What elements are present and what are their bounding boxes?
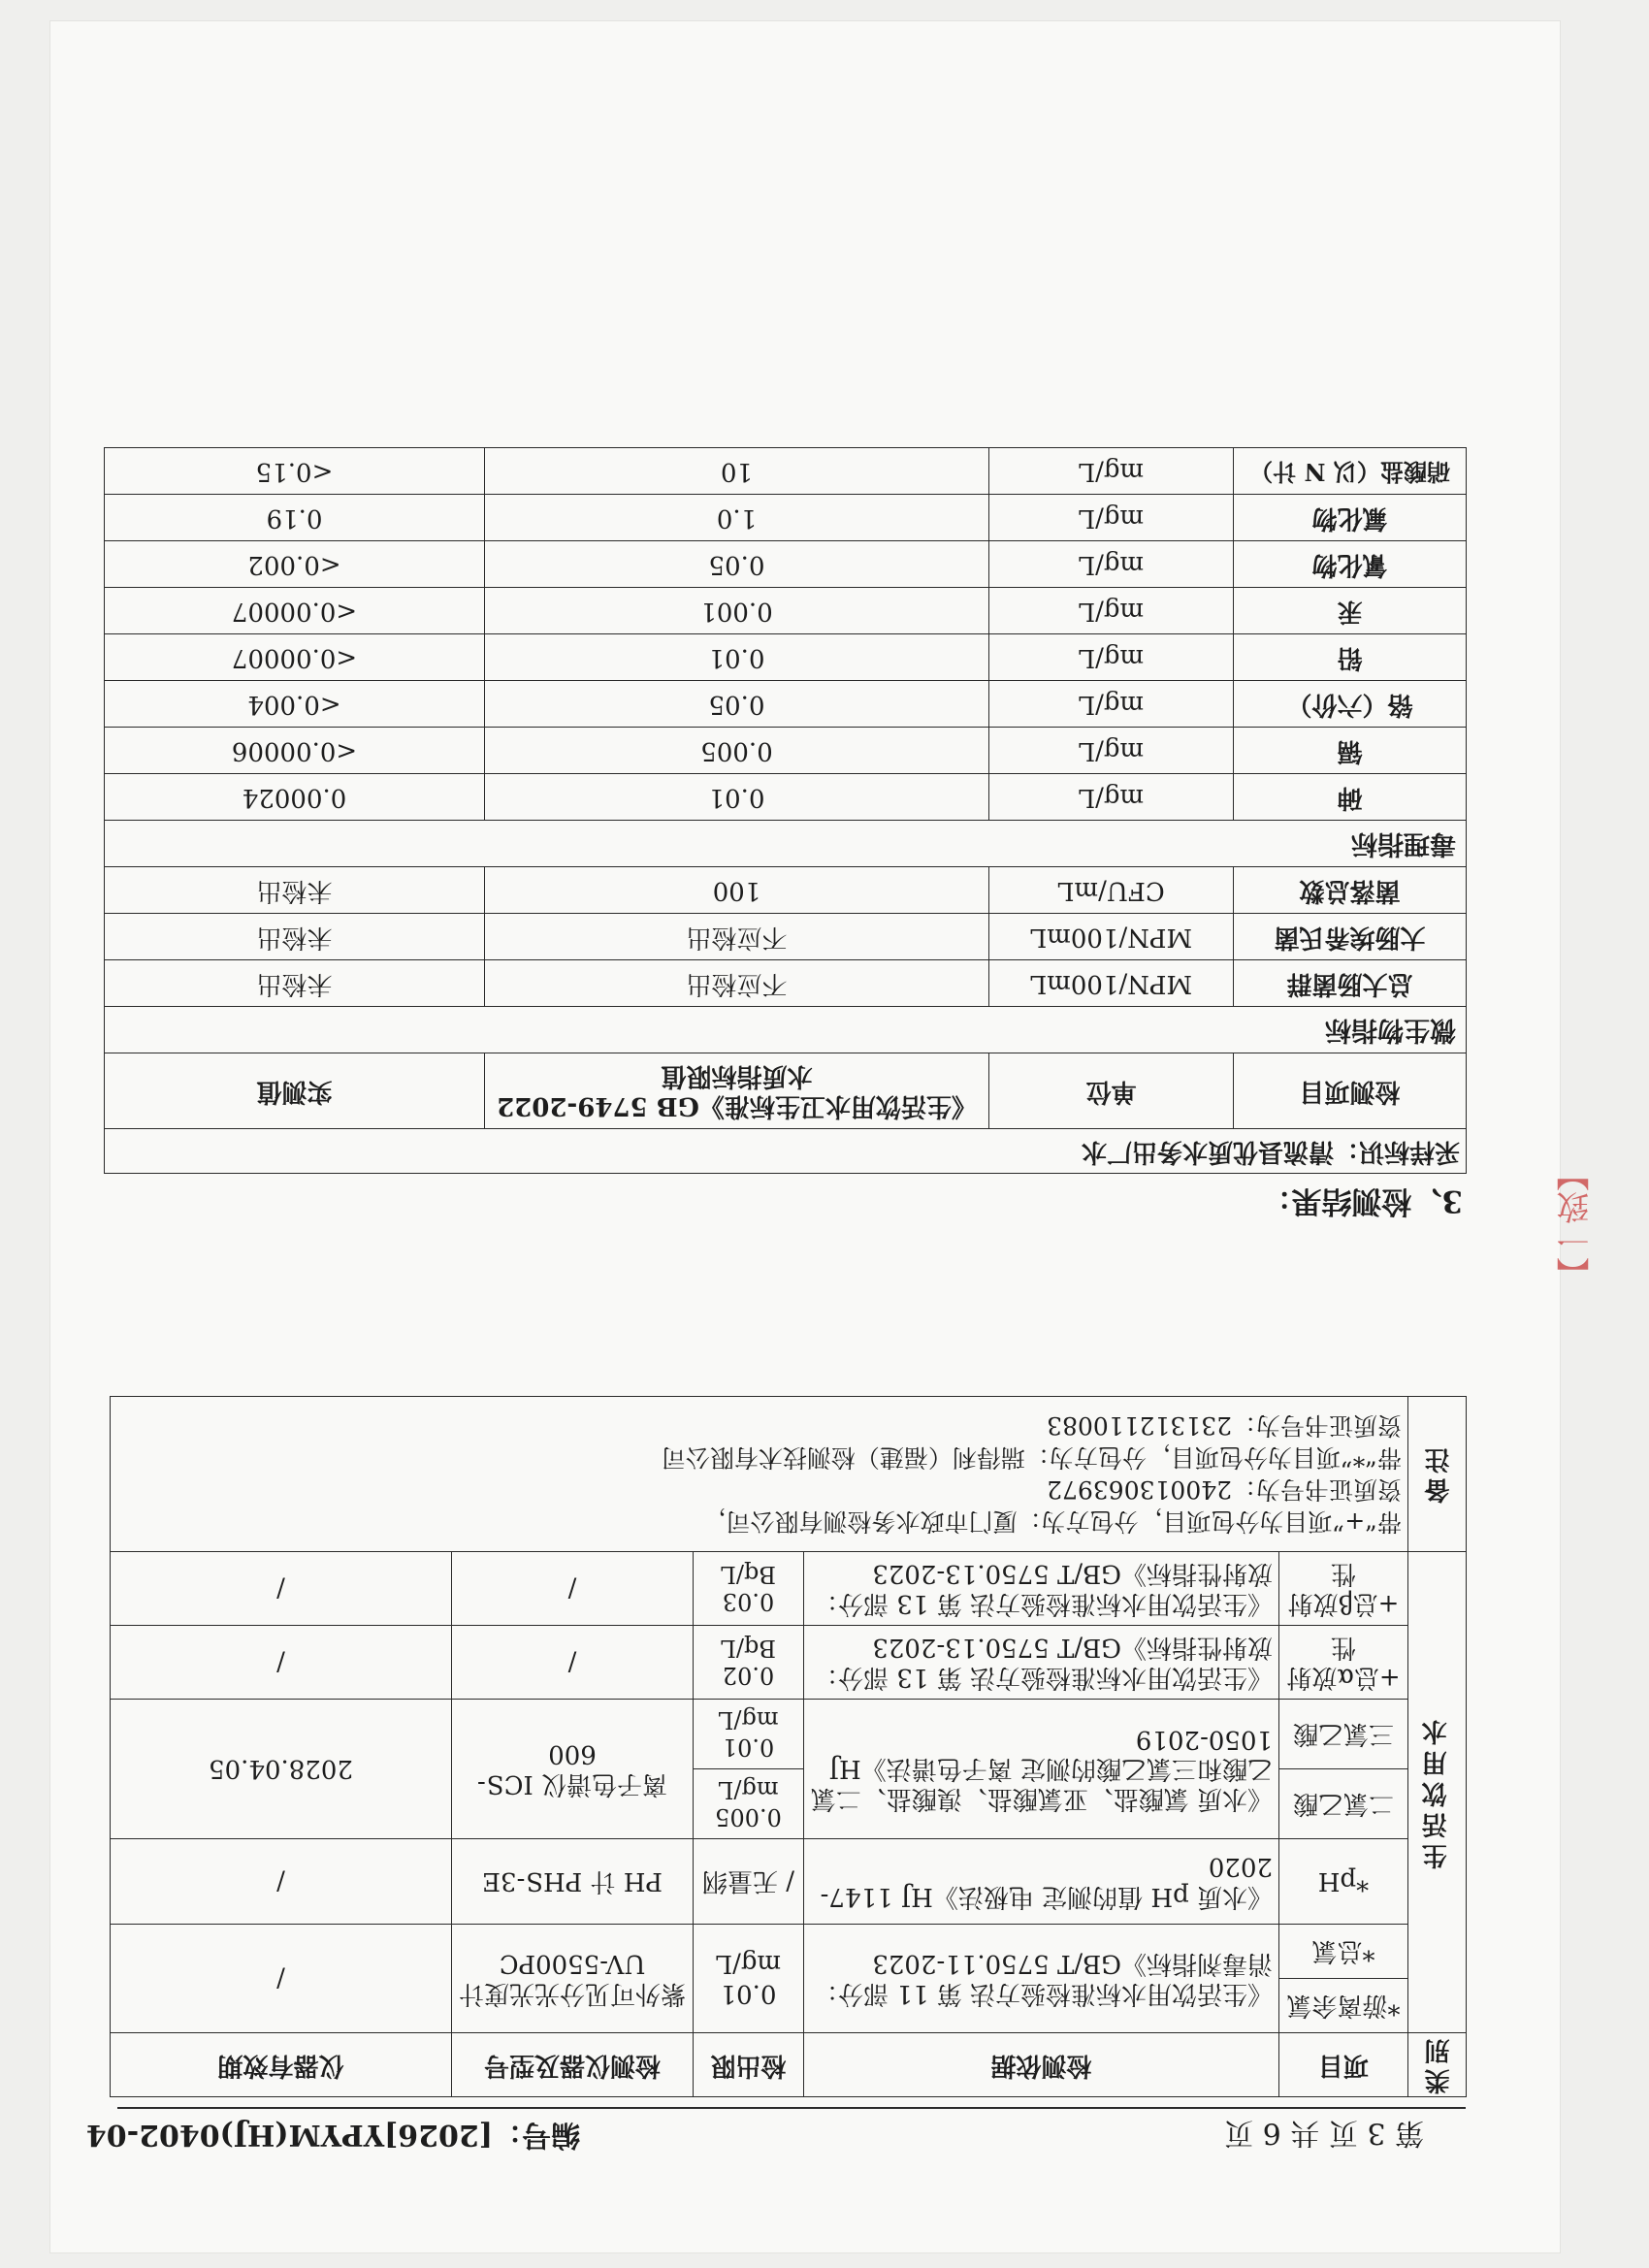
limit-cell: 0.03 Bq/L — [694, 1551, 804, 1625]
unit-cell: mg/L — [989, 728, 1234, 774]
limit-cell: 不应检出 — [485, 914, 989, 960]
item-cell: 砷 — [1234, 774, 1467, 821]
table-row — [104, 448, 1466, 495]
table-row — [104, 774, 1466, 821]
table-row — [104, 588, 1466, 634]
limit-cell: 0.01 — [485, 634, 989, 681]
basis-cell: 《水质 氯酸盐、亚氯酸盐、溴酸盐、二氯乙酸和三氯乙酸的测定 离子色谱法》HJ 1050-2019 — [804, 1699, 1279, 1838]
item-cell: +总α放射性 — [1279, 1625, 1408, 1699]
valid-cell: 2028.04.05 — [111, 1699, 452, 1838]
table-row — [104, 681, 1466, 728]
unit-cell: mg/L — [989, 541, 1234, 588]
col-header: 类别 — [1408, 2032, 1467, 2096]
valid-cell: / — [111, 1838, 452, 1924]
remarks-row — [111, 1396, 1467, 1551]
table-row — [111, 1768, 1467, 1838]
table-row — [111, 1838, 1467, 1924]
remark-label: 备注 — [1408, 1396, 1467, 1551]
limit-cell: 0.02 Bq/L — [694, 1625, 804, 1699]
instrument-cell: 离子色谱仪 ICS-600 — [452, 1699, 694, 1838]
table-row — [111, 1625, 1467, 1699]
table-row — [111, 1551, 1467, 1625]
item-cell: 镉 — [1234, 728, 1467, 774]
value-cell: <0.00007 — [104, 588, 484, 634]
limit-cell: 0.005 — [485, 728, 989, 774]
instrument-cell: 紫外可见分光光度计 UV-5500PC — [452, 1924, 694, 2032]
remark-line: 资质证书号为：231312110083 — [1047, 1411, 1402, 1441]
item-cell: 铅 — [1234, 634, 1467, 681]
value-cell: 0.00024 — [104, 774, 484, 821]
table-row — [104, 867, 1466, 914]
table-row — [104, 914, 1466, 960]
limit-cell: 10 — [485, 448, 989, 495]
value-cell: <0.00007 — [104, 634, 484, 681]
category-cell: 生活饮用水 — [1408, 1551, 1467, 2032]
item-cell: 大肠埃希氏菌 — [1234, 914, 1467, 960]
instrument-cell: PH 计 PHS-3E — [452, 1838, 694, 1924]
col-header: 检测依据 — [804, 2032, 1279, 2096]
report-number: 编号：[2026]YPYM(HJ)0402-04 — [85, 2118, 580, 2152]
red-stamp-mark: 【一致】 — [1557, 1158, 1596, 1290]
scanned-page — [50, 21, 1560, 2252]
basis-cell: 《水质 pH 值的测定 电极法》HJ 1147-2020 — [804, 1838, 1279, 1924]
section-title: 3、检测结果： — [1261, 1183, 1463, 1218]
sample-label: 采样标识：清流县优质水务出厂水 — [104, 1129, 1466, 1174]
col-header: 检测项目 — [1234, 1053, 1467, 1129]
value-cell: 未检出 — [104, 960, 484, 1007]
table-row — [111, 1978, 1467, 2032]
limit-cell: 0.005 mg/L — [694, 1768, 804, 1838]
col-header: 仪器有效期 — [111, 2032, 452, 2096]
col-header: 实测值 — [104, 1053, 484, 1129]
remark-line: 带“*”项目为分包项目，分包方为：瑞得利（福建）检测技术有限公司 — [661, 1443, 1402, 1473]
unit-cell: mg/L — [989, 681, 1234, 728]
remark-line: 资质证书号为：240013063972 — [1047, 1475, 1402, 1505]
instrument-cell: / — [452, 1625, 694, 1699]
col-header: 《生活饮用水卫生标准》GB 5749-2022 水质指标限值 — [485, 1053, 989, 1129]
col-header: 检测仪器及型号 — [452, 2032, 694, 2096]
group-title: 微生物指标 — [104, 1007, 1466, 1053]
unit-cell: mg/L — [989, 495, 1234, 541]
results-header-row — [104, 1053, 1466, 1129]
limit-cell: 0.05 — [485, 681, 989, 728]
results-table — [104, 447, 1467, 1174]
unit-cell: CFU/mL — [989, 867, 1234, 914]
limit-cell: 0.01 mg/L — [694, 1924, 804, 2032]
group-title: 毒理指标 — [104, 821, 1466, 867]
item-cell: 硝酸盐（以 N 计） — [1234, 448, 1467, 495]
table-row — [104, 728, 1466, 774]
item-cell: 铬（六价） — [1234, 681, 1467, 728]
col-header: 检出限 — [694, 2032, 804, 2096]
unit-cell: mg/L — [989, 634, 1234, 681]
unit-cell: mg/L — [989, 588, 1234, 634]
item-cell: +总β放射性 — [1279, 1551, 1408, 1625]
table-row — [104, 495, 1466, 541]
unit-cell: MPN/100mL — [989, 960, 1234, 1007]
limit-cell: 0.05 — [485, 541, 989, 588]
table-row — [104, 541, 1466, 588]
item-cell: *pH — [1279, 1838, 1408, 1924]
limit-cell: 0.01 mg/L — [694, 1699, 804, 1768]
methods-table — [110, 1396, 1467, 2097]
limit-cell: 1.0 — [485, 495, 989, 541]
item-cell: 氰化物 — [1234, 541, 1467, 588]
header-rule — [117, 2107, 1466, 2109]
limit-cell: / 无量纲 — [694, 1838, 804, 1924]
value-cell: <0.00006 — [104, 728, 484, 774]
value-cell: <0.004 — [104, 681, 484, 728]
value-cell: 未检出 — [104, 867, 484, 914]
item-cell: 氟化物 — [1234, 495, 1467, 541]
item-cell: *游离余氯 — [1279, 1978, 1408, 2032]
item-cell: 汞 — [1234, 588, 1467, 634]
valid-cell: / — [111, 1551, 452, 1625]
limit-cell: 不应检出 — [485, 960, 989, 1007]
value-cell: <0.15 — [104, 448, 484, 495]
limit-cell: 0.01 — [485, 774, 989, 821]
basis-cell: 《生活饮用水标准检验方法 第 13 部分：放射性指标》GB/T 5750.13-2023 — [804, 1551, 1279, 1625]
value-cell: <0.002 — [104, 541, 484, 588]
rotated-page-content — [50, 21, 1560, 2252]
unit-cell: MPN/100mL — [989, 914, 1234, 960]
valid-cell: / — [111, 1625, 452, 1699]
item-cell: 总大肠菌群 — [1234, 960, 1467, 1007]
item-cell: 二氯乙酸 — [1279, 1768, 1408, 1838]
table-row — [104, 634, 1466, 681]
table-row — [104, 960, 1466, 1007]
page-info: 第 3 页 共 6 页 — [1224, 2116, 1424, 2150]
remark-line: 带“+”项目为分包项目，分包方为：厦门市政水务检测有限公司， — [701, 1507, 1402, 1537]
item-cell: 菌落总数 — [1234, 867, 1467, 914]
instrument-cell: / — [452, 1551, 694, 1625]
basis-cell: 《生活饮用水标准检验方法 第 11 部分：消毒剂指标》GB/T 5750.11-2023 — [804, 1924, 1279, 2032]
limit-cell: 100 — [485, 867, 989, 914]
item-cell: *总氯 — [1279, 1924, 1408, 1978]
col-header: 单位 — [989, 1053, 1234, 1129]
unit-cell: mg/L — [989, 774, 1234, 821]
value-cell: 0.19 — [104, 495, 484, 541]
col-header: 项目 — [1279, 2032, 1408, 2096]
item-cell: 三氯乙酸 — [1279, 1699, 1408, 1768]
sample-row — [104, 1129, 1466, 1174]
value-cell: 未检出 — [104, 914, 484, 960]
basis-cell: 《生活饮用水标准检验方法 第 13 部分：放射性指标》GB/T 5750.13-2023 — [804, 1625, 1279, 1699]
valid-cell: / — [111, 1924, 452, 2032]
methods-header-row — [111, 2032, 1467, 2096]
remarks-cell — [111, 1396, 1408, 1551]
limit-cell: 0.001 — [485, 588, 989, 634]
unit-cell: mg/L — [989, 448, 1234, 495]
